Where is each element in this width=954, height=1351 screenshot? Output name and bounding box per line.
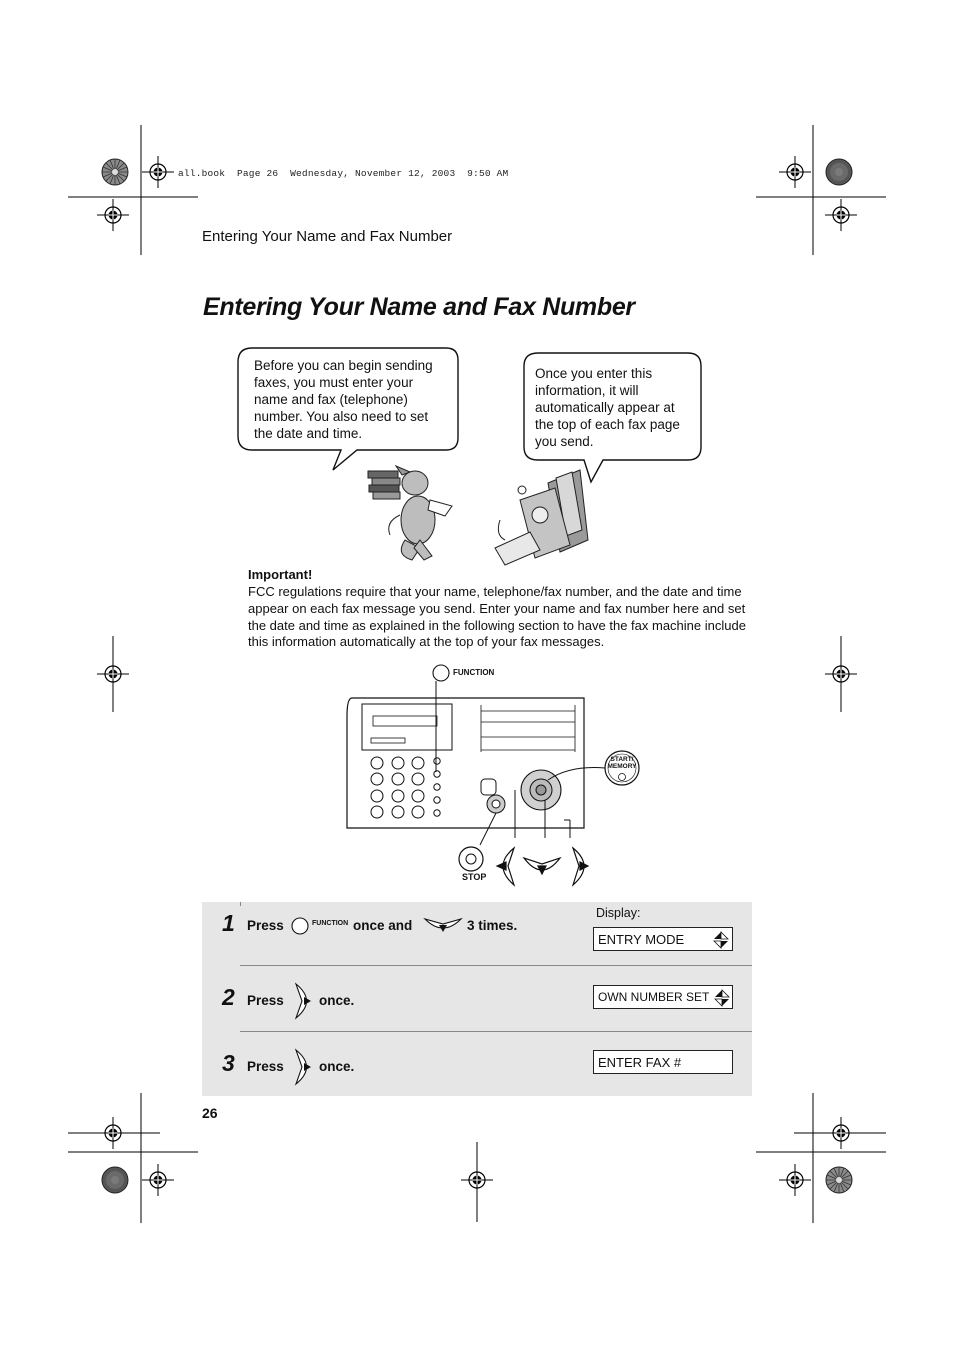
lcd-display bbox=[593, 1050, 733, 1074]
lcd-display bbox=[593, 927, 733, 951]
down-arrow-key-icon bbox=[524, 858, 560, 874]
step-press-text: Press bbox=[247, 993, 284, 1008]
right-arrow-key-icon bbox=[293, 1048, 315, 1086]
page-title: Entering Your Name and Fax Number bbox=[203, 293, 635, 321]
right-arrow-key-icon bbox=[573, 848, 588, 885]
function-key-label: FUNCTION bbox=[312, 920, 349, 927]
step-press-text: Press bbox=[247, 1059, 284, 1074]
step-end-text: 3 times. bbox=[467, 918, 518, 933]
running-head: Entering Your Name and Fax Number bbox=[202, 228, 453, 245]
step-number: 2 bbox=[222, 984, 235, 1010]
function-label: FUNCTION bbox=[453, 668, 495, 677]
left-arrow-key-icon bbox=[497, 848, 514, 885]
important-body: FCC regulations require that your name, telephone/fax number, and the date and time appear on each fax message you send. Enter your name and fax number here and set the date and time as explained in the following section to have the fax machine include this information automatically at the top of your fax messages. bbox=[248, 584, 746, 650]
important-heading: Important! bbox=[248, 567, 313, 582]
step-number: 1 bbox=[222, 910, 235, 936]
step-middle-text: once and bbox=[353, 918, 413, 933]
up-down-arrows-icon bbox=[712, 931, 730, 949]
steps-panel bbox=[202, 902, 752, 1096]
print-info: all.book Page 26 Wednesday, November 12, 2003 9:50 AM bbox=[178, 168, 509, 179]
lcd-display bbox=[593, 985, 733, 1009]
step-end-text: once. bbox=[319, 1059, 355, 1074]
bubble-text-left: Before you can begin sending faxes, you must enter your name and fax (telephone) number. You also need to set the date and time. bbox=[254, 358, 433, 441]
lcd-text: OWN NUMBER SET bbox=[598, 990, 710, 1004]
stop-label: STOP bbox=[462, 872, 487, 882]
step-end-text: once. bbox=[319, 993, 355, 1008]
bubble-text-right: Once you enter this information, it will automatically appear at the top of each fax page you send. bbox=[535, 366, 680, 449]
step-2 bbox=[202, 965, 752, 1031]
stop-key-icon bbox=[459, 847, 483, 871]
down-arrow-key-icon bbox=[423, 913, 463, 935]
step-3 bbox=[202, 1031, 752, 1096]
step-1 bbox=[202, 902, 752, 965]
start-memory-label: START/ MEMORY bbox=[607, 756, 637, 770]
up-down-arrows-icon bbox=[713, 989, 731, 1007]
lcd-text: ENTER FAX # bbox=[598, 1055, 682, 1070]
lcd-text: ENTRY MODE bbox=[598, 932, 685, 947]
page-number: 26 bbox=[202, 1105, 218, 1121]
step-number: 3 bbox=[222, 1050, 235, 1076]
step-press-text: Press bbox=[247, 918, 284, 933]
display-label: Display: bbox=[596, 906, 641, 920]
right-arrow-key-icon bbox=[293, 982, 315, 1020]
